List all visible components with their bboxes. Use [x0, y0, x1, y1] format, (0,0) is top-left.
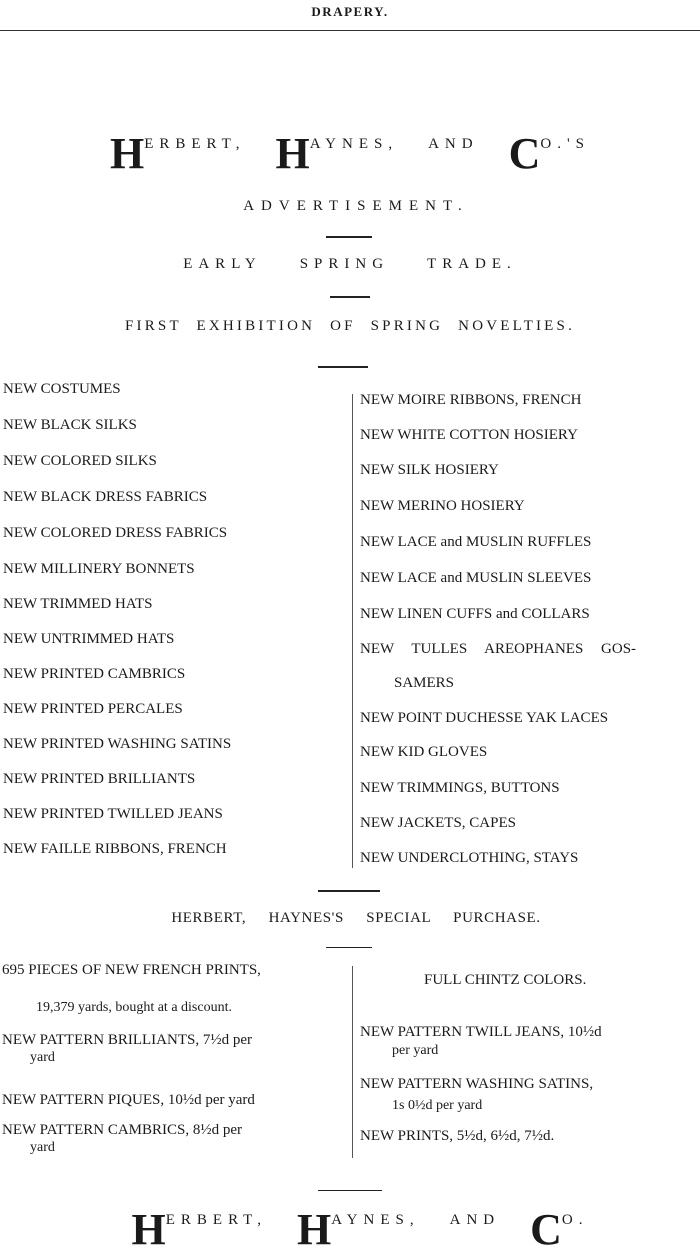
- list-item: NEW KID GLOVES: [360, 744, 488, 760]
- header-rule: [0, 30, 700, 31]
- special-heading-w2: HAYNES'S: [268, 910, 344, 926]
- list-item: NEW PRINTED PERCALES: [3, 701, 183, 717]
- list-item: NEW UNTRIMMED HATS: [3, 631, 175, 647]
- special-left-2-sub: yard: [30, 1050, 55, 1065]
- exhibition-w2: EXHIBITION: [196, 318, 316, 334]
- special-left-2: NEW PATTERN BRILLIANTS, 7½d per: [2, 1032, 252, 1048]
- list-item: NEW LINEN CUFFS and COLLARS: [360, 606, 590, 622]
- exhibition-w5: NOVELTIES.: [458, 318, 576, 334]
- title-rest-2: AYNES,: [309, 136, 399, 152]
- list-item: NEW COLORED SILKS: [3, 453, 157, 469]
- list-item: NEW LACE and MUSLIN RUFFLES: [360, 534, 592, 550]
- list-item: NEW TRIMMED HATS: [3, 596, 153, 612]
- special-heading-w1: HERBERT,: [171, 910, 247, 926]
- special-left-1: 695 PIECES OF NEW FRENCH PRINTS,: [2, 962, 261, 978]
- special-left-3: NEW PATTERN PIQUES, 10½d per yard: [2, 1092, 255, 1108]
- list-item: NEW BLACK SILKS: [3, 417, 137, 433]
- title-rest-1: ERBERT,: [144, 136, 246, 152]
- exhibition-w1: FIRST: [124, 318, 182, 334]
- special-left-4: NEW PATTERN CAMBRICS, 8½d per: [2, 1122, 243, 1138]
- list-item: NEW COLORED DRESS FABRICS: [3, 525, 228, 541]
- rule-3: [318, 366, 368, 368]
- rule-4: [318, 890, 380, 892]
- list-item: NEW POINT DUCHESSE YAK LACES: [360, 710, 609, 726]
- list-item: NEW LACE and MUSLIN SLEEVES: [360, 570, 592, 586]
- special-right-1: FULL CHINTZ COLORS.: [424, 972, 587, 988]
- list-item: NEW PRINTED TWILLED JEANS: [3, 806, 223, 822]
- list-item: NEW PRINTED BRILLIANTS: [3, 771, 196, 787]
- trade-line: [0, 256, 700, 273]
- list-item: NEW BLACK DRESS FABRICS: [3, 489, 208, 505]
- special-heading-w4: PURCHASE.: [453, 910, 541, 926]
- list-item: NEW FAILLE RIBBONS, FRENCH: [3, 841, 227, 857]
- title-cap-h1: H: [109, 129, 145, 178]
- list-item: NEW MILLINERY BONNETS: [3, 561, 195, 577]
- special-right-2-sub: per yard: [392, 1043, 439, 1058]
- rule-1: [326, 236, 372, 238]
- footer-and: AND: [449, 1212, 501, 1228]
- column-divider: [352, 394, 353, 868]
- exhibition-w4: SPRING: [370, 318, 444, 334]
- trade-spring: SPRING: [299, 256, 390, 272]
- exhibition-w3: OF: [330, 318, 356, 334]
- special-left-1-sub: 19,379 yards, bought at a discount.: [36, 1000, 232, 1015]
- running-head: DRAPERY.: [311, 4, 389, 19]
- title-and: AND: [428, 136, 479, 152]
- trade-trade: TRADE.: [427, 256, 517, 272]
- list-item: NEW MERINO HOSIERY: [360, 498, 525, 514]
- special-right-4: NEW PRINTS, 5½d, 6½d, 7½d.: [360, 1128, 555, 1144]
- footer-cap-h2: H: [296, 1205, 332, 1254]
- list-item: NEW WHITE COTTON HOSIERY: [360, 427, 578, 443]
- special-heading-w3: SPECIAL: [366, 910, 431, 926]
- list-item: NEW PRINTED WASHING SATINS: [3, 736, 232, 752]
- list-item: NEW COSTUMES: [3, 381, 121, 397]
- special-left-4-sub: yard: [30, 1140, 55, 1155]
- advertisement-line: ADVERTISEMENT.: [243, 198, 469, 214]
- list-item: NEW PRINTED CAMBRICS: [3, 666, 186, 682]
- title-cap-c: C: [508, 129, 541, 178]
- exhibition-line: [0, 318, 700, 335]
- rule-6: [318, 1190, 382, 1191]
- footer-cap-h1: H: [131, 1205, 166, 1254]
- special-right-3: NEW PATTERN WASHING SATINS,: [360, 1076, 594, 1092]
- footer-title: [0, 1205, 700, 1254]
- list-item: NEW TRIMMINGS, BUTTONS: [360, 780, 560, 796]
- footer-rest-4: O.: [561, 1212, 589, 1228]
- list-item: NEW MOIRE RIBBONS, FRENCH: [360, 392, 582, 408]
- footer-rest-1: ERBERT,: [165, 1212, 267, 1228]
- list-item: NEW UNDERCLOTHING, STAYS: [360, 850, 579, 866]
- footer-rest-2: AYNES,: [331, 1212, 420, 1228]
- trade-early: EARLY: [183, 256, 262, 272]
- special-right-2: NEW PATTERN TWILL JEANS, 10½d: [360, 1024, 602, 1040]
- special-right-3-sub: 1s 0½d per yard: [392, 1098, 483, 1113]
- rule-5: [326, 947, 372, 948]
- main-title: [0, 129, 700, 178]
- special-heading: [0, 910, 700, 927]
- rule-2: [330, 296, 370, 298]
- special-divider: [352, 966, 353, 1158]
- list-item: NEW JACKETS, CAPES: [360, 815, 516, 831]
- title-rest-4: O.'S: [540, 136, 591, 152]
- footer-cap-c: C: [530, 1205, 562, 1254]
- title-cap-h2: H: [275, 129, 310, 178]
- list-item: NEW TULLES AREOPHANES GOS-: [360, 641, 637, 657]
- list-item-continuation: SAMERS: [394, 675, 455, 691]
- list-item: NEW SILK HOSIERY: [360, 462, 499, 478]
